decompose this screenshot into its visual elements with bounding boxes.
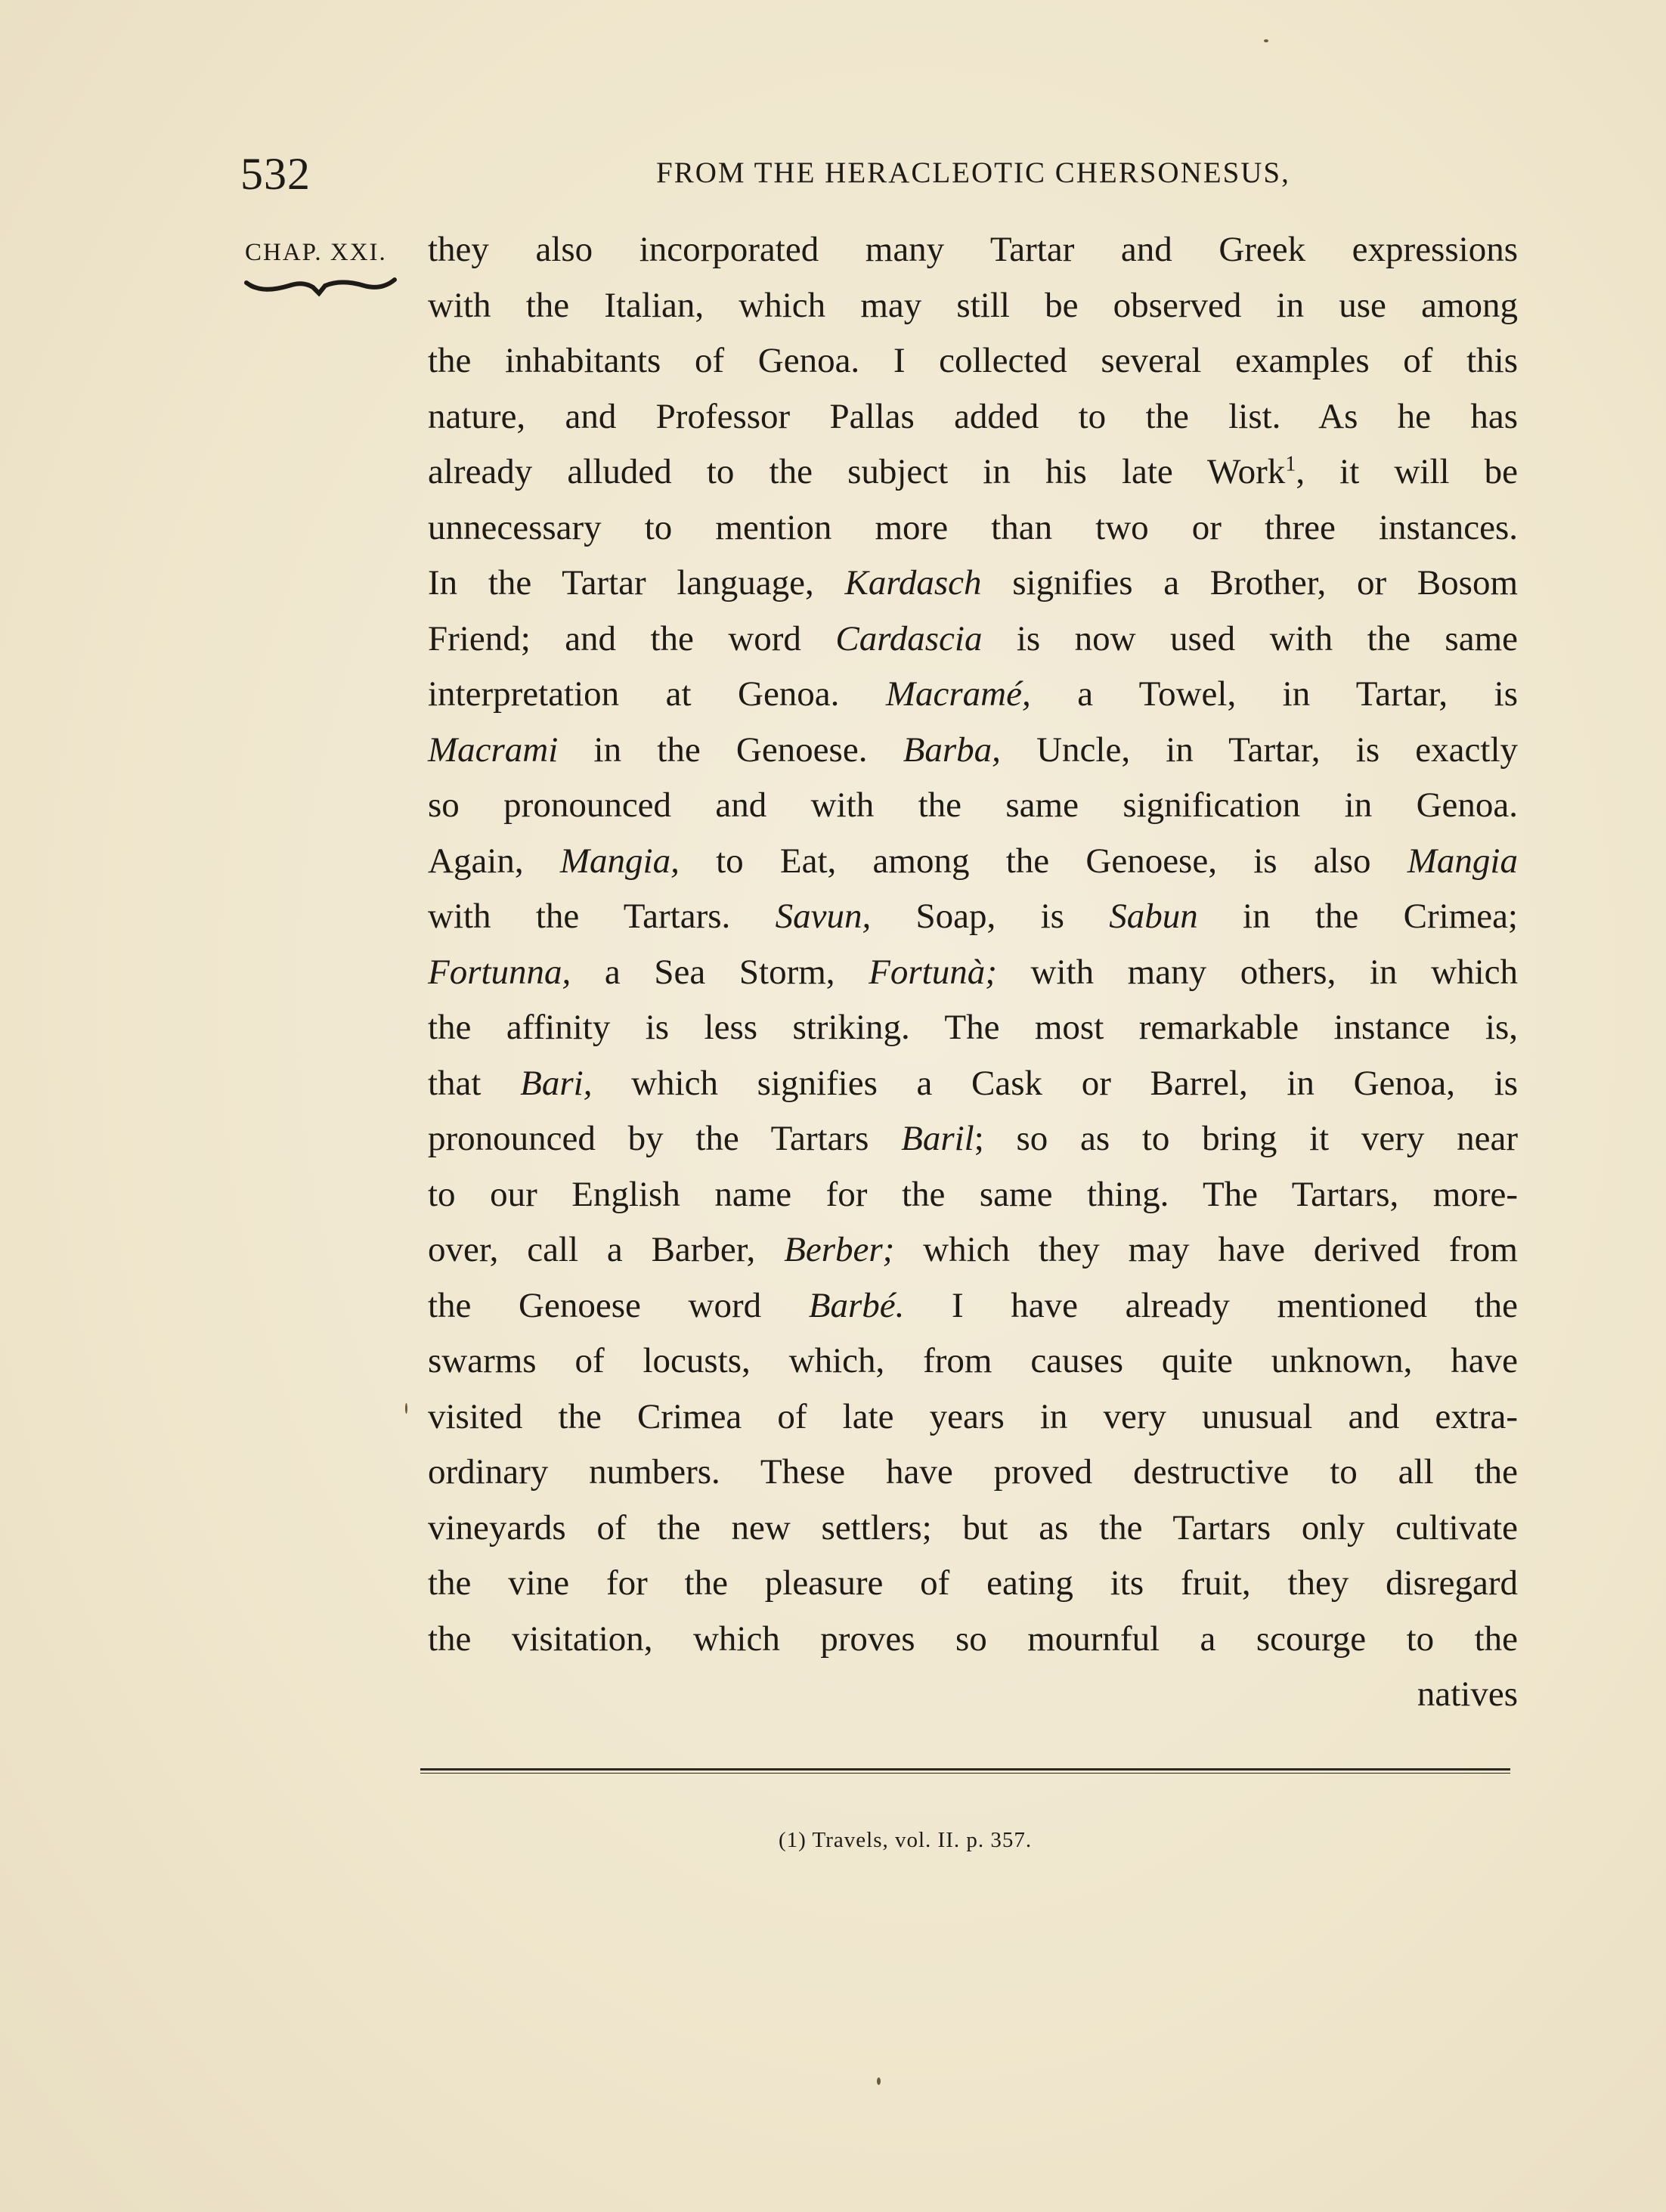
text-line — [428, 333, 1518, 389]
text-run: with the Italian, which may still be observed in use among — [428, 285, 1518, 325]
footnote-rule — [420, 1768, 1510, 1771]
text-line — [428, 445, 1518, 500]
text-line — [428, 1612, 1518, 1668]
text-line — [428, 1111, 1518, 1167]
text-run: Uncle, in Tartar, is exactly — [1000, 730, 1519, 770]
italic-term: Mangia — [1407, 841, 1518, 881]
text-line — [428, 222, 1518, 278]
text-run: the affinity is less striking. The most remarkable instance is, — [428, 1008, 1518, 1047]
text-run: so pronounced and with the same signification in Genoa. — [428, 785, 1518, 825]
text-run: the vine for the pleasure of eating its fruit, they disregard — [428, 1563, 1518, 1603]
text-run: in the Genoese. — [558, 730, 903, 770]
text-line — [428, 1167, 1518, 1223]
italic-term: Macrami — [428, 730, 559, 770]
paper-speck — [1264, 39, 1268, 42]
text-run: signifies a Brother, or Bosom — [981, 563, 1519, 603]
text-run: a Sea Storm, — [571, 952, 869, 992]
text-run: a Towel, in Tartar, is — [1030, 674, 1518, 714]
text-line — [428, 1334, 1518, 1389]
footnote-rule-thin — [420, 1773, 1510, 1774]
text-run: is now used with the same — [982, 618, 1518, 658]
text-run: to our English name for the same thing. The Tartars, more- — [428, 1174, 1518, 1214]
text-line — [428, 723, 1518, 779]
text-line — [428, 834, 1518, 890]
text-line — [428, 500, 1518, 556]
text-line — [428, 1278, 1518, 1334]
italic-term: Savun, — [775, 897, 872, 936]
text-run: I have already mentioned the — [904, 1285, 1519, 1325]
text-run: with many others, in which — [996, 952, 1518, 992]
text-run: pronounced by the Tartars — [428, 1119, 902, 1158]
text-run: interpretation at Genoa. — [428, 674, 886, 714]
text-line — [428, 1389, 1518, 1445]
text-run: that — [428, 1063, 521, 1103]
text-run: over, call a Barber, — [428, 1230, 785, 1269]
text-run: already alluded to the subject in his late Work — [428, 452, 1286, 491]
text-line — [428, 1000, 1518, 1056]
text-line — [428, 1667, 1518, 1723]
text-run: In the Tartar language, — [428, 563, 845, 603]
text-line — [428, 1501, 1518, 1557]
italic-term: Berber; — [784, 1230, 895, 1269]
text-run: swarms of locusts, which, from causes quite unknown, have — [428, 1341, 1518, 1380]
italic-term: Kardasch — [844, 563, 982, 603]
paper-speck — [405, 1403, 407, 1414]
text-run: unnecessary to mention more than two or three instances. — [428, 507, 1518, 547]
footnote: (1) Travels, vol. II. p. 357. — [779, 1828, 1033, 1852]
italic-term: Macramé, — [885, 674, 1031, 714]
text-line — [428, 945, 1518, 1001]
italic-term: Fortunà; — [869, 952, 997, 992]
text-run: vineyards of the new settlers; but as the Tartars only cultivate — [428, 1507, 1518, 1547]
text-line — [428, 1056, 1518, 1112]
text-run: , it will be — [1296, 452, 1519, 491]
text-run: the Genoese word — [428, 1285, 809, 1325]
text-line — [428, 278, 1518, 334]
italic-term: Sabun — [1109, 897, 1198, 936]
text-run: with the Tartars. — [428, 897, 776, 936]
text-run: ordinary numbers. These have proved destructive to all the — [428, 1452, 1518, 1492]
text-run: Again, — [428, 841, 560, 881]
italic-term: Barbé. — [808, 1285, 905, 1325]
text-run: ; so as to bring it very near — [974, 1119, 1518, 1158]
page-number: 532 — [240, 149, 311, 199]
chapter-flourish-ornament — [243, 275, 401, 305]
footnote-reference: 1 — [1285, 452, 1296, 476]
text-run: Soap, is — [871, 897, 1110, 936]
text-line — [428, 1222, 1518, 1278]
italic-term: Fortunna, — [428, 952, 571, 992]
text-line — [428, 556, 1518, 612]
text-run: visited the Crimea of late years in very unusual and extra- — [428, 1396, 1518, 1436]
text-run: the inhabitants of Genoa. I collected several examples of this — [428, 341, 1518, 380]
chapter-label: CHAP. XXI. — [245, 239, 387, 266]
text-line — [428, 612, 1518, 668]
paper-speck — [877, 2077, 881, 2085]
italic-term: Bari, — [520, 1063, 593, 1103]
text-run: the visitation, which proves so mournful a scourge to the — [428, 1619, 1518, 1659]
text-run: natives — [1417, 1674, 1518, 1714]
italic-term: Mangia, — [559, 841, 680, 881]
text-line — [428, 778, 1518, 834]
text-run: they also incorporated many Tartar and Greek expressions — [428, 230, 1518, 269]
italic-term: Cardascia — [835, 618, 983, 658]
text-line — [428, 889, 1518, 945]
body-text — [428, 222, 1518, 1723]
text-run: which signifies a Cask or Barrel, in Genoa, is — [592, 1063, 1518, 1103]
text-run: to Eat, among the Genoese, is also — [679, 841, 1407, 881]
italic-term: Barba, — [903, 730, 1001, 770]
text-run: Friend; and the word — [428, 618, 836, 658]
italic-term: Baril — [901, 1119, 974, 1158]
text-run: which they may have derived from — [894, 1230, 1518, 1269]
running-title: FROM THE HERACLEOTIC CHERSONESUS, — [656, 156, 1290, 189]
text-line — [428, 1556, 1518, 1612]
text-line — [428, 1445, 1518, 1501]
text-line — [428, 667, 1518, 723]
text-run: nature, and Professor Pallas added to the list. As he has — [428, 396, 1518, 436]
text-line — [428, 389, 1518, 445]
text-run: in the Crimea; — [1197, 897, 1518, 936]
